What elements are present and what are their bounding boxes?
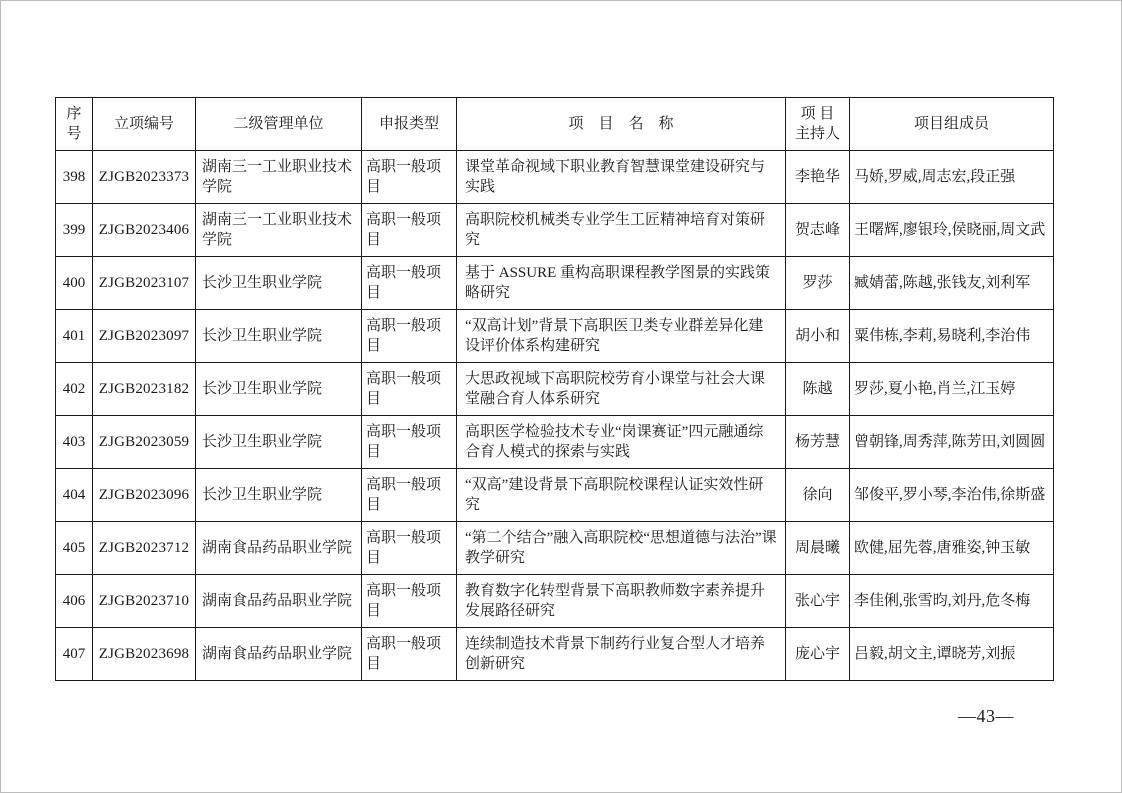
leader-cell: 徐向 [786, 469, 850, 522]
members-cell: 罗莎,夏小艳,肖兰,江玉婷 [850, 363, 1054, 416]
members-cell: 邹俊平,罗小琴,李治伟,徐斯盛 [850, 469, 1054, 522]
members-cell: 欧健,屈先蓉,唐雅姿,钟玉敏 [850, 522, 1054, 575]
header-project-leader: 项 目 主持人 [786, 98, 850, 151]
serial-cell: 401 [56, 310, 93, 363]
members-cell: 李佳俐,张雪昀,刘丹,危冬梅 [850, 575, 1054, 628]
members-cell: 王曙辉,廖银玲,侯晓丽,周文武 [850, 204, 1054, 257]
table-row [56, 204, 1054, 257]
table-row [56, 575, 1054, 628]
table-row [56, 257, 1054, 310]
leader-cell: 陈越 [786, 363, 850, 416]
project-name-cell: “双高”建设背景下高职院校课程认证实效性研究 [457, 469, 786, 522]
leader-cell: 李艳华 [786, 151, 850, 204]
code-cell: ZJGB2023712 [93, 522, 196, 575]
table-row [56, 469, 1054, 522]
members-cell: 马娇,罗威,周志宏,段正强 [850, 151, 1054, 204]
table-row [56, 151, 1054, 204]
type-cell: 高职一般项目 [362, 310, 457, 363]
project-name-cell: 大思政视域下高职院校劳育小课堂与社会大课堂融合育人体系研究 [457, 363, 786, 416]
leader-cell: 张心宇 [786, 575, 850, 628]
unit-cell: 湖南食品药品职业学院 [196, 522, 362, 575]
header-team-members: 项目组成员 [850, 98, 1054, 151]
unit-cell: 长沙卫生职业学院 [196, 469, 362, 522]
header-managing-unit: 二级管理单位 [196, 98, 362, 151]
unit-cell: 长沙卫生职业学院 [196, 363, 362, 416]
serial-cell: 407 [56, 628, 93, 681]
type-cell: 高职一般项目 [362, 363, 457, 416]
leader-cell: 罗莎 [786, 257, 850, 310]
code-cell: ZJGB2023096 [93, 469, 196, 522]
table-row [56, 416, 1054, 469]
project-approval-table [55, 97, 1054, 681]
serial-cell: 399 [56, 204, 93, 257]
unit-cell: 长沙卫生职业学院 [196, 257, 362, 310]
project-name-cell: 教育数字化转型背景下高职教师数字素养提升发展路径研究 [457, 575, 786, 628]
members-cell: 吕毅,胡文主,谭晓芳,刘振 [850, 628, 1054, 681]
page-number: —43— [958, 706, 1014, 726]
table-row [56, 363, 1054, 416]
members-cell: 臧婧蕾,陈越,张钱友,刘利军 [850, 257, 1054, 310]
code-cell: ZJGB2023182 [93, 363, 196, 416]
leader-cell: 杨芳慧 [786, 416, 850, 469]
code-cell: ZJGB2023059 [93, 416, 196, 469]
serial-cell: 404 [56, 469, 93, 522]
leader-cell: 周晨曦 [786, 522, 850, 575]
table-row [56, 628, 1054, 681]
serial-cell: 402 [56, 363, 93, 416]
leader-cell: 庞心宇 [786, 628, 850, 681]
type-cell: 高职一般项目 [362, 469, 457, 522]
serial-cell: 400 [56, 257, 93, 310]
type-cell: 高职一般项目 [362, 575, 457, 628]
type-cell: 高职一般项目 [362, 151, 457, 204]
project-name-cell: “第二个结合”融入高职院校“思想道德与法治”课教学研究 [457, 522, 786, 575]
header-application-type: 申报类型 [362, 98, 457, 151]
type-cell: 高职一般项目 [362, 522, 457, 575]
type-cell: 高职一般项目 [362, 416, 457, 469]
table-row [56, 310, 1054, 363]
project-name-cell: “双高计划”背景下高职医卫类专业群差异化建设评价体系构建研究 [457, 310, 786, 363]
code-cell: ZJGB2023406 [93, 204, 196, 257]
project-name-cell: 课堂革命视域下职业教育智慧课堂建设研究与实践 [457, 151, 786, 204]
project-name-cell: 连续制造技术背景下制药行业复合型人才培养创新研究 [457, 628, 786, 681]
project-name-cell: 高职医学检验技术专业“岗课赛证”四元融通综合育人模式的探索与实践 [457, 416, 786, 469]
header-project-code: 立项编号 [93, 98, 196, 151]
unit-cell: 湖南食品药品职业学院 [196, 575, 362, 628]
code-cell: ZJGB2023710 [93, 575, 196, 628]
unit-cell: 湖南三一工业职业技术学院 [196, 204, 362, 257]
type-cell: 高职一般项目 [362, 204, 457, 257]
serial-cell: 398 [56, 151, 93, 204]
unit-cell: 长沙卫生职业学院 [196, 416, 362, 469]
unit-cell: 湖南三一工业职业技术学院 [196, 151, 362, 204]
members-cell: 曾朝锋,周秀萍,陈芳田,刘圆圆 [850, 416, 1054, 469]
serial-cell: 405 [56, 522, 93, 575]
leader-cell: 胡小和 [786, 310, 850, 363]
project-name-cell: 基于 ASSURE 重构高职课程教学图景的实践策略研究 [457, 257, 786, 310]
unit-cell: 湖南食品药品职业学院 [196, 628, 362, 681]
table-header-row [56, 98, 1054, 151]
code-cell: ZJGB2023107 [93, 257, 196, 310]
header-project-name: 项 目 名 称 [457, 98, 786, 151]
serial-cell: 403 [56, 416, 93, 469]
code-cell: ZJGB2023373 [93, 151, 196, 204]
code-cell: ZJGB2023097 [93, 310, 196, 363]
type-cell: 高职一般项目 [362, 257, 457, 310]
header-serial-number: 序 号 [56, 98, 93, 151]
type-cell: 高职一般项目 [362, 628, 457, 681]
code-cell: ZJGB2023698 [93, 628, 196, 681]
unit-cell: 长沙卫生职业学院 [196, 310, 362, 363]
leader-cell: 贺志峰 [786, 204, 850, 257]
serial-cell: 406 [56, 575, 93, 628]
table-row [56, 522, 1054, 575]
members-cell: 粟伟栋,李莉,易晓利,李治伟 [850, 310, 1054, 363]
project-name-cell: 高职院校机械类专业学生工匠精神培育对策研究 [457, 204, 786, 257]
